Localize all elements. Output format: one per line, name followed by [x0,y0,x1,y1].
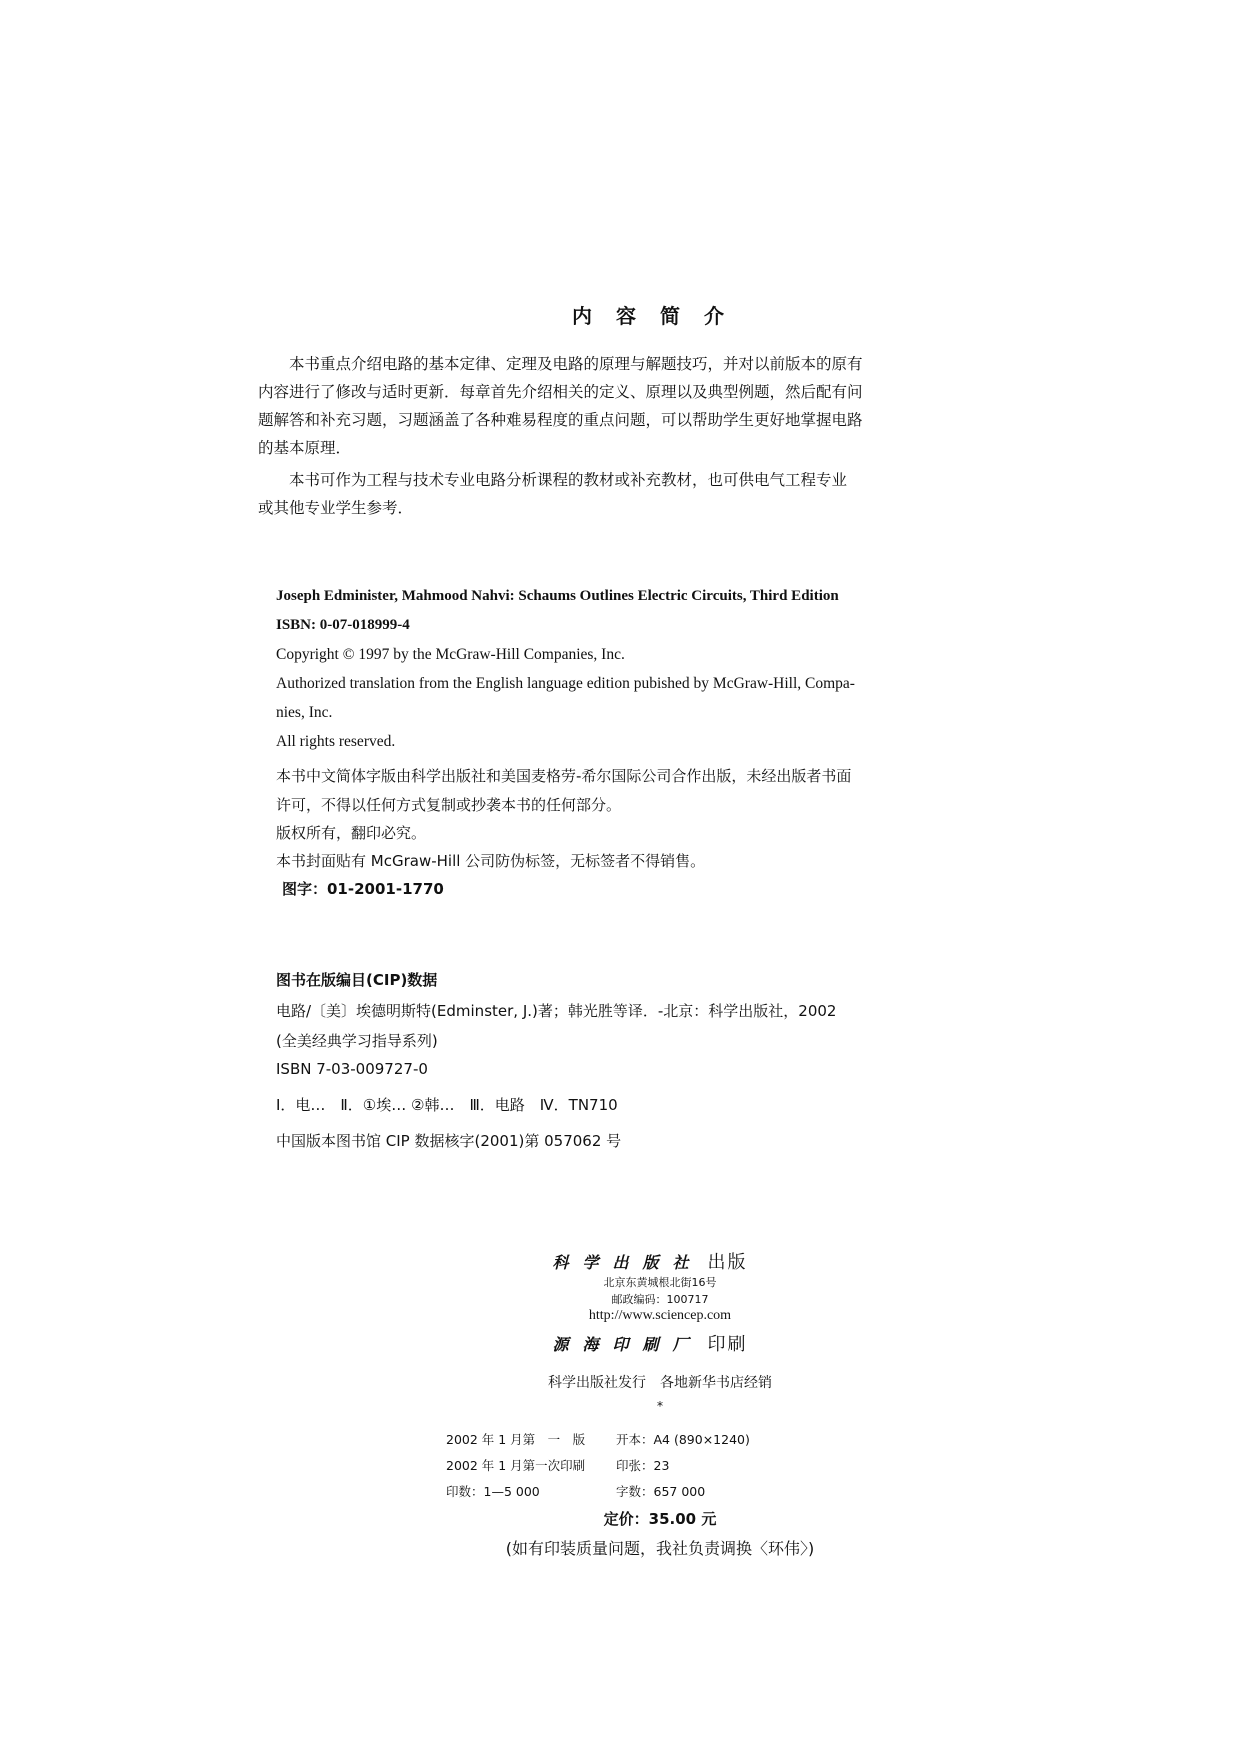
original-title: Joseph Edminister, Mahmood Nahvi: Schaums Outlines Electric Circuits, Third Edition [276,588,839,604]
contract-number: 图字：01-2001-1770 [282,880,444,898]
copyright-line: Copyright © 1997 by the McGraw-Hill Companies, Inc. [276,646,625,663]
publisher-line [0,1248,1240,1274]
printer-suffix: 印刷 [707,1334,748,1355]
printer-name: 源海印刷厂 [552,1335,703,1354]
edition-info: 2002 年 1 月第 一 版 [446,1432,586,1447]
quality-note: (如有印装质量问题，我社负责调换〈环伟〉) [505,1539,815,1558]
summary-p1-line-2: 内容进行了修改与适时更新．每章首先介绍相关的定义、原理以及典型例题，然后配有问 [258,383,863,401]
authorized-translation-line-1: Authorized translation from the English language edition pubished by McGraw-Hill, Compa- [276,675,855,692]
authorized-translation-line-2: nies, Inc. [276,704,333,721]
summary-p1-line-3: 题解答和补充习题，习题涵盖了各种难易程度的重点问题，可以帮助学生更好地掌握电路 [258,411,863,429]
cn-notice-line-1: 本书中文简体字版由科学出版社和美国麦格劳-希尔国际公司合作出版，未经出版者书面 [276,767,852,785]
separator-star: * [656,1398,664,1413]
cn-rights: 版权所有，翻印必究。 [276,824,427,842]
format-info: 开本：A4 (890×1240) [616,1432,750,1447]
price: 定价：35.00 元 [603,1510,717,1528]
copies-info: 印数：1—5 000 [446,1484,540,1499]
cip-isbn: ISBN 7-03-009727-0 [276,1060,428,1078]
summary-p1-line-1: 本书重点介绍电路的基本定律、定理及电路的原理与解题技巧，并对以前版本的原有 [258,355,863,373]
content-summary-title: 内容简介 [572,304,748,328]
publisher-suffix: 出版 [707,1252,748,1273]
summary-p1-line-4: 的基本原理． [258,439,352,457]
cip-record-number: 中国版本图书馆 CIP 数据核字(2001)第 057062 号 [276,1132,622,1150]
summary-p2-line-1: 本书可作为工程与技术专业电路分析课程的教材或补充教材，也可供电气工程专业 [258,471,848,489]
summary-paragraph-2 [258,466,962,522]
printer-line [0,1330,1240,1356]
cn-notice-line-2: 许可，不得以任何方式复制或抄袭本书的任何部分。 [276,796,622,814]
postcode: 邮政编码：100717 [611,1293,709,1306]
publisher-website: http://www.sciencep.com [588,1308,732,1323]
anti-counterfeit-notice: 本书封面贴有 McGraw-Hill 公司防伪标签，无标签者不得销售。 [276,852,706,870]
distribution-line: 科学出版社发行 各地新华书店经销 [548,1375,772,1391]
summary-p2-line-2: 或其他专业学生参考． [258,499,414,517]
all-rights-reserved: All rights reserved. [276,733,396,750]
sheets-info: 印张：23 [616,1458,670,1473]
cip-line-1: 电路/〔美〕埃德明斯特(Edminster, J.)著；韩光胜等译．-北京：科学出版社，2002 [276,1002,837,1020]
printing-info: 2002 年 1 月第一次印刷 [446,1458,586,1473]
publisher-name: 科学出版社 [552,1253,703,1272]
original-isbn: ISBN: 0-07-018999-4 [276,617,410,633]
cip-heading: 图书在版编目(CIP)数据 [276,971,438,989]
cip-line-2: (全美经典学习指导系列) [276,1032,438,1050]
words-info: 字数：657 000 [616,1484,706,1499]
cip-classification: Ⅰ．电… Ⅱ．①埃… ②韩… Ⅲ．电路 Ⅳ．TN710 [276,1096,618,1114]
summary-paragraph-1 [258,350,962,462]
publisher-address: 北京东黄城根北街16号 [603,1276,717,1289]
